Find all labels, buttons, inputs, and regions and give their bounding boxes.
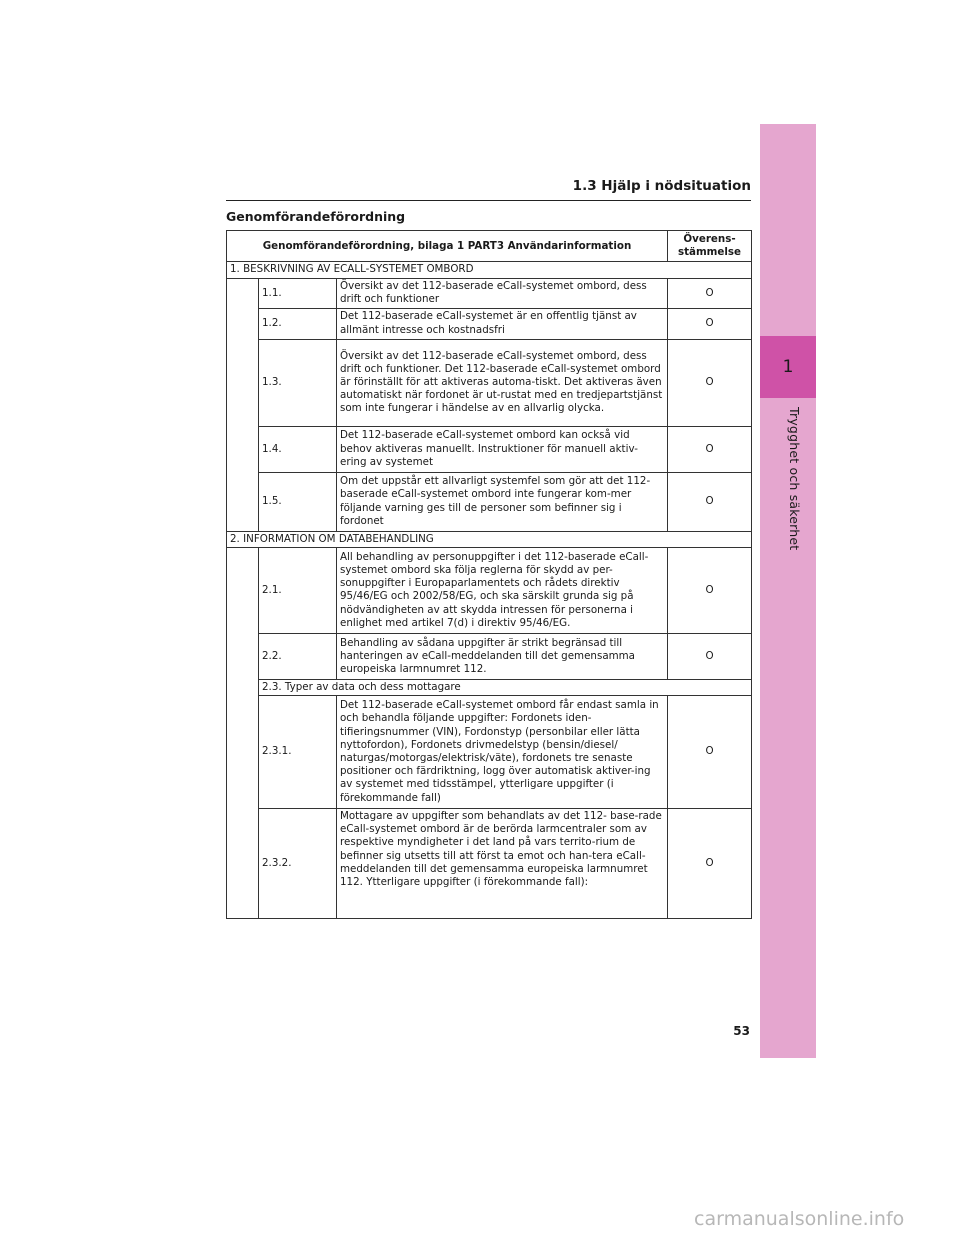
row-text: Det 112-baserade eCall-systemet är en offentlig tjänst av allmänt intresse och kostnadsfri	[337, 308, 668, 339]
row-number: 1.1.	[259, 278, 337, 308]
header-conformity: Överens- stämmelse	[668, 231, 752, 262]
row-status: O	[668, 809, 752, 919]
row-text: All behandling av personuppgifter i det 112-baserade eCall-systemet ombord ska följa reglerna för skydd av per-sonuppgifter i Europaparlamentets och rådets direktiv 95/46/EG och 2002/58/EG, och ska särskilt grunda sig på nödvändigheten av att skydda intressen för personerna i enlighet med artikel 7(d) i direktiv 95/46/EG.	[337, 547, 668, 633]
row-text: Översikt av det 112-baserade eCall-systemet ombord, dess drift och funktioner. Det 112-baserade eCall-systemet ombord är förinställt för att aktiveras automa-tiskt. Det aktiveras även automatiskt när fordonet är ut-rustat med en tredjepartstjänst som inte fungerar i händelse av en allvarlig olycka.	[337, 339, 668, 426]
table-row	[227, 278, 752, 308]
row-status: O	[668, 696, 752, 809]
section-heading-row	[227, 531, 752, 547]
row-text: Behandling av sådana uppgifter är strikt begränsad till hanteringen av eCall-meddelanden till det gemensamma europeiska larmnumret 112.	[337, 633, 668, 679]
row-status: O	[668, 633, 752, 679]
row-number: 2.3.1.	[259, 696, 337, 809]
regulation-table	[226, 230, 752, 919]
row-number: 1.3.	[259, 339, 337, 426]
table-row	[227, 696, 752, 809]
row-status: O	[668, 426, 752, 472]
table-row	[227, 809, 752, 919]
section-heading: 2. INFORMATION OM DATABEHANDLING	[227, 531, 752, 547]
document-title: Genomförandeförordning	[226, 209, 406, 224]
row-number: 1.2.	[259, 308, 337, 339]
chapter-label: Trygghet och säkerhet	[787, 407, 802, 551]
section-heading: 1. BESKRIVNING AV ECALL-SYSTEMET OMBORD	[227, 262, 752, 278]
row-status: O	[668, 547, 752, 633]
row-text: Det 112-baserade eCall-systemet ombord får endast samla in och behandla följande uppgifter: Fordonets iden-tifieringsnummer (VIN), Fordonstyp (personbilar eller lätta nyttofordon), Fordonets drivmedelstyp (bensin/diesel/ naturgas/motorgas/elektrisk/väte), fordonets tre senaste positioner och färdriktning, logg över automatisk aktiver-ing av systemet med tidsstämpel, ytterligare uppgifter (i förekommande fall)	[337, 696, 668, 809]
row-text: Mottagare av uppgifter som behandlats av det 112- base-rade eCall-systemet ombord är de berörda larmcentraler som av respektive myndigheter i det land på vars territo-rium de befinner sig utsetts till att först ta emot och han-tera eCall-meddelanden till det gemensamma europeiska larmnumret 112. Ytterligare uppgifter (i förekommande fall):	[337, 809, 668, 919]
section-title: 1.3 Hjälp i nödsituation	[226, 178, 751, 201]
row-status: O	[668, 308, 752, 339]
table-row	[227, 472, 752, 531]
row-number: 2.3.2.	[259, 809, 337, 919]
row-number: 2.2.	[259, 633, 337, 679]
subsection-heading: 2.3. Typer av data och dess mottagare	[259, 679, 752, 695]
chapter-number: 1	[782, 357, 794, 377]
table-row	[227, 633, 752, 679]
row-status: O	[668, 472, 752, 531]
table-row	[227, 426, 752, 472]
row-text: Det 112-baserade eCall-systemet ombord kan också vid behov aktiveras manuellt. Instruktioner för manuell aktiv-ering av systemet	[337, 426, 668, 472]
chapter-side-tab	[760, 124, 816, 1058]
subsection-heading-row	[227, 679, 752, 695]
watermark: carmanualsonline.info	[694, 1208, 905, 1230]
table-row	[227, 547, 752, 633]
row-text: Översikt av det 112-baserade eCall-systemet ombord, dess drift och funktioner	[337, 278, 668, 308]
table-row	[227, 339, 752, 426]
table-header-row	[227, 231, 752, 262]
chapter-number-tab[interactable]	[760, 336, 816, 398]
page-number: 53	[733, 1024, 750, 1038]
indent-cell	[227, 278, 259, 531]
row-number: 1.5.	[259, 472, 337, 531]
section-heading-row	[227, 262, 752, 278]
row-number: 2.1.	[259, 547, 337, 633]
header-regulation: Genomförandeförordning, bilaga 1 PART3 Användarinformation	[227, 231, 668, 262]
row-number: 1.4.	[259, 426, 337, 472]
row-status: O	[668, 278, 752, 308]
row-status: O	[668, 339, 752, 426]
indent-cell	[227, 547, 259, 918]
table-row	[227, 308, 752, 339]
row-text: Om det uppstår ett allvarligt systemfel som gör att det 112-baserade eCall-systemet ombord inte fungerar kom-mer följande varning ges till de personer som befinner sig i fordonet	[337, 472, 668, 531]
